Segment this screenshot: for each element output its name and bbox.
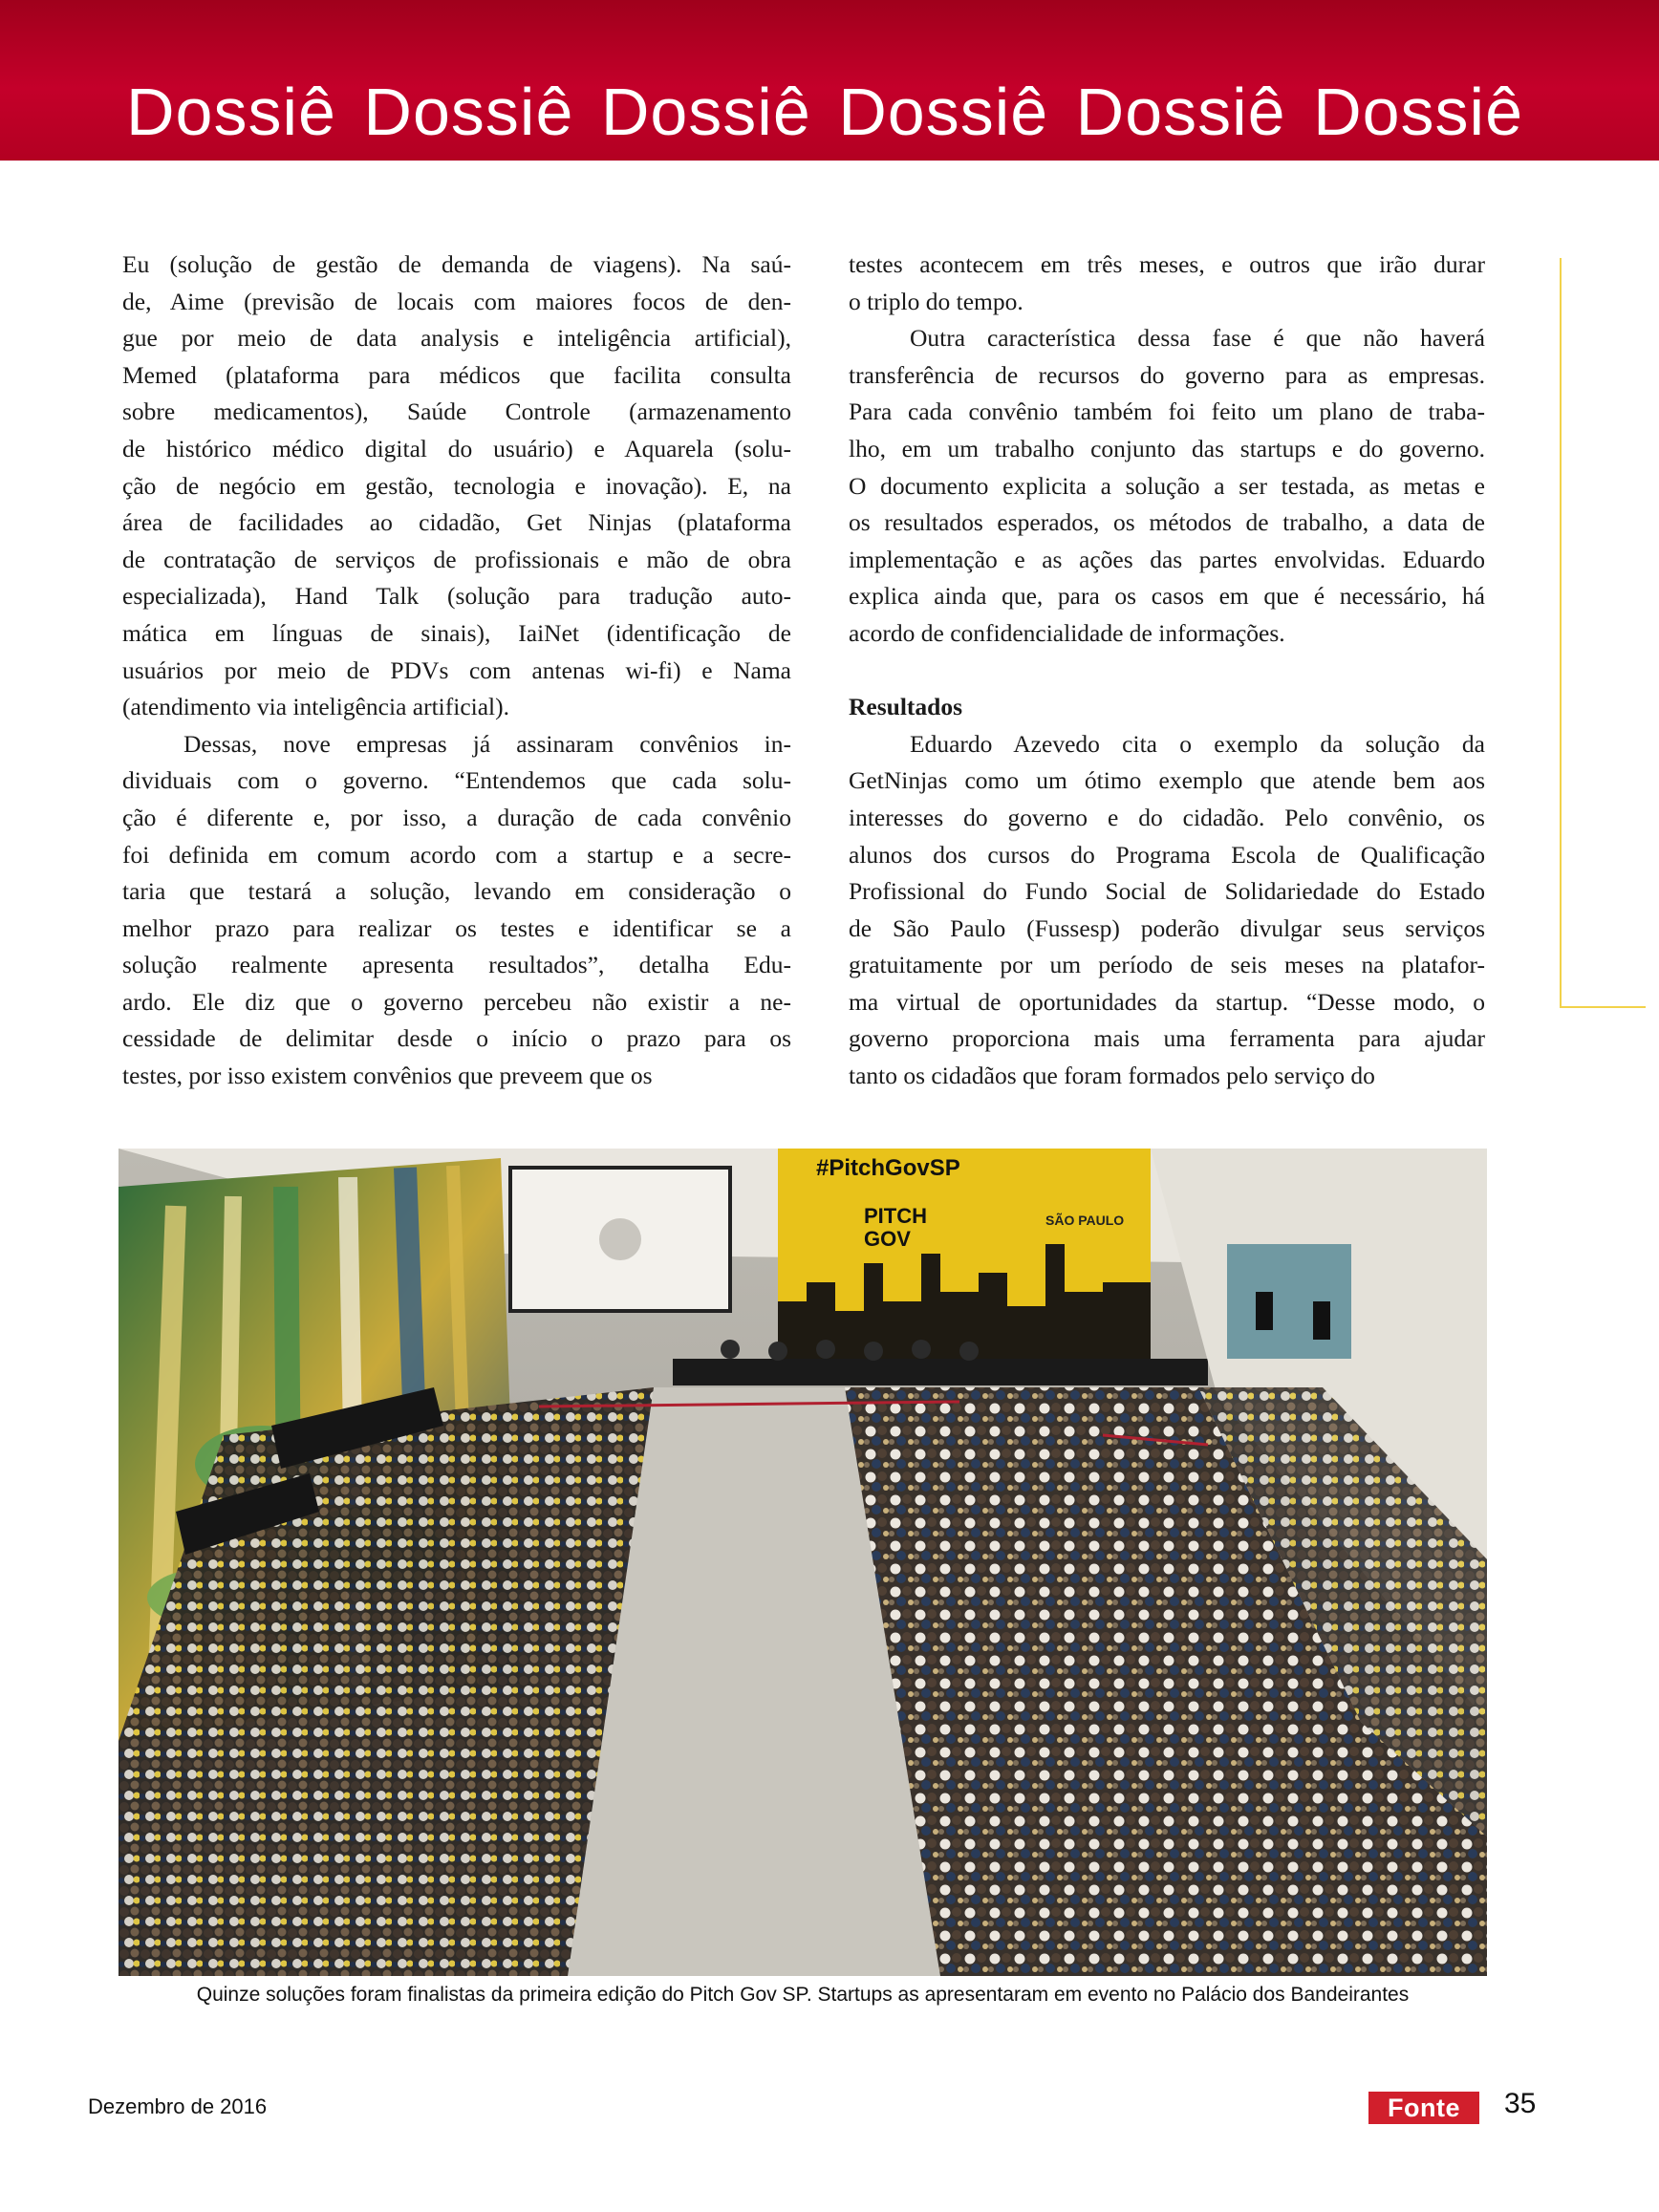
text-line: ção é diferente e, por isso, a duração de cada convênio <box>122 803 791 831</box>
paragraph-gap <box>849 653 1485 690</box>
text-line: O documento explicita a solução a ser testada, as metas e <box>849 471 1485 500</box>
footer-date: Dezembro de 2016 <box>88 2094 268 2118</box>
text-line: GetNinjas como um ótimo exemplo que atende bem aos <box>849 766 1485 795</box>
section-title: Dossiê Dossiê Dossiê Dossiê Dossiê Dossiê <box>126 75 1524 149</box>
text-line: o triplo do tempo. <box>849 287 1023 315</box>
text-line: de São Paulo (Fussesp) poderão divulgar seus serviços <box>849 913 1485 942</box>
text-line: Para cada convênio também foi feito um plano de traba- <box>849 397 1485 426</box>
text-line: ção de negócio em gestão, tecnologia e inovação). E, na <box>122 471 791 500</box>
text-line: os resultados esperados, os métodos de trabalho, a data de <box>849 508 1485 537</box>
text-line: Memed (plataforma para médicos que facilita consulta <box>122 360 791 389</box>
text-line: de contratação de serviços de profissionais e mão de obra <box>122 545 791 573</box>
text-line: testes, por isso existem convênios que preveem que os <box>122 1062 653 1090</box>
text-line: explica ainda que, para os casos em que é necessário, há <box>849 582 1485 611</box>
stage-logo-line1: PITCH <box>864 1204 927 1228</box>
text-line: (atendimento via inteligência artificial). <box>122 693 509 721</box>
magazine-logo: Fonte <box>1368 2092 1479 2124</box>
text-line: ma virtual de oportunidades da startup. “Desse modo, o <box>849 987 1485 1016</box>
margin-rule <box>1560 258 1562 1008</box>
text-line: usuários por meio de PDVs com antenas wi-fi) e Nama <box>122 655 791 684</box>
text-line: alunos dos cursos do Programa Escola de Qualificação <box>849 840 1485 869</box>
text-line: sobre medicamentos), Saúde Controle (armazenamento <box>122 397 791 426</box>
text-line: Eu (solução de gestão de demanda de viagens). Na saú- <box>122 250 791 278</box>
article-column-right <box>849 247 1485 1095</box>
text-line: taria que testará a solução, levando em consideração o <box>122 877 791 906</box>
text-line: Outra característica dessa fase é que não haverá <box>910 324 1485 353</box>
photo-caption: Quinze soluções foram finalistas da primeira edição do Pitch Gov SP. Startups as apresentaram em evento no Palácio dos Bandeirantes <box>196 1984 1410 2006</box>
text-line: solução realmente apresenta resultados”, detalha Edu- <box>122 951 791 979</box>
page-number: 35 <box>1504 2088 1537 2119</box>
text-line: tanto os cidadãos que foram formados pelo serviço do <box>849 1062 1375 1090</box>
text-line: lho, em um trabalho conjunto das startups e do governo. <box>849 434 1485 462</box>
section-banner <box>0 0 1659 161</box>
text-line: Eduardo Azevedo cita o exemplo da solução da <box>910 729 1485 758</box>
text-line: interesses do governo e do cidadão. Pelo convênio, os <box>849 803 1485 831</box>
text-line: área de facilidades ao cidadão, Get Ninjas (plataforma <box>122 508 791 537</box>
text-line: Profissional do Fundo Social de Solidariedade do Estado <box>849 877 1485 906</box>
text-line: governo proporciona mais uma ferramenta para ajudar <box>849 1024 1485 1053</box>
text-line: implementação e as ações das partes envolvidas. Eduardo <box>849 545 1485 573</box>
text-line: de, Aime (previsão de locais com maiores focos de den- <box>122 287 791 315</box>
stage-sponsor: SÃO PAULO <box>1045 1213 1125 1228</box>
text-line: melhor prazo para realizar os testes e identificar se a <box>122 913 791 942</box>
auditorium-illustration <box>118 1149 1487 1976</box>
stage-logo-line2: GOV <box>864 1227 911 1251</box>
text-line: gue por meio de data analysis e inteligência artificial), <box>122 324 791 353</box>
article-column-left <box>122 247 791 1095</box>
text-line: gratuitamente por um período de seis meses na platafor- <box>849 951 1485 979</box>
text-line: de histórico médico digital do usuário) e Aquarela (solu- <box>122 434 791 462</box>
section-subheading: Resultados <box>849 693 963 721</box>
text-line: especializada), Hand Talk (solução para tradução auto- <box>122 582 791 611</box>
text-line: ardo. Ele diz que o governo percebeu não existir a ne- <box>122 987 791 1016</box>
text-line: transferência de recursos do governo para as empresas. <box>849 360 1485 389</box>
text-line: dividuais com o governo. “Entendemos que cada solu- <box>122 766 791 795</box>
text-line: acordo de confidencialidade de informações. <box>849 618 1285 647</box>
text-line: Dessas, nove empresas já assinaram convênios in- <box>183 729 791 758</box>
margin-rule-bottom <box>1560 1006 1646 1008</box>
stage-hashtag: #PitchGovSP <box>816 1155 960 1181</box>
event-photo <box>118 1149 1487 1976</box>
text-line: foi definida em comum acordo com a startup e a secre- <box>122 840 791 869</box>
text-line: cessidade de delimitar desde o início o prazo para os <box>122 1024 791 1053</box>
text-line: testes acontecem em três meses, e outros que irão durar <box>849 250 1485 278</box>
text-line: mática em línguas de sinais), IaiNet (identificação de <box>122 618 791 647</box>
